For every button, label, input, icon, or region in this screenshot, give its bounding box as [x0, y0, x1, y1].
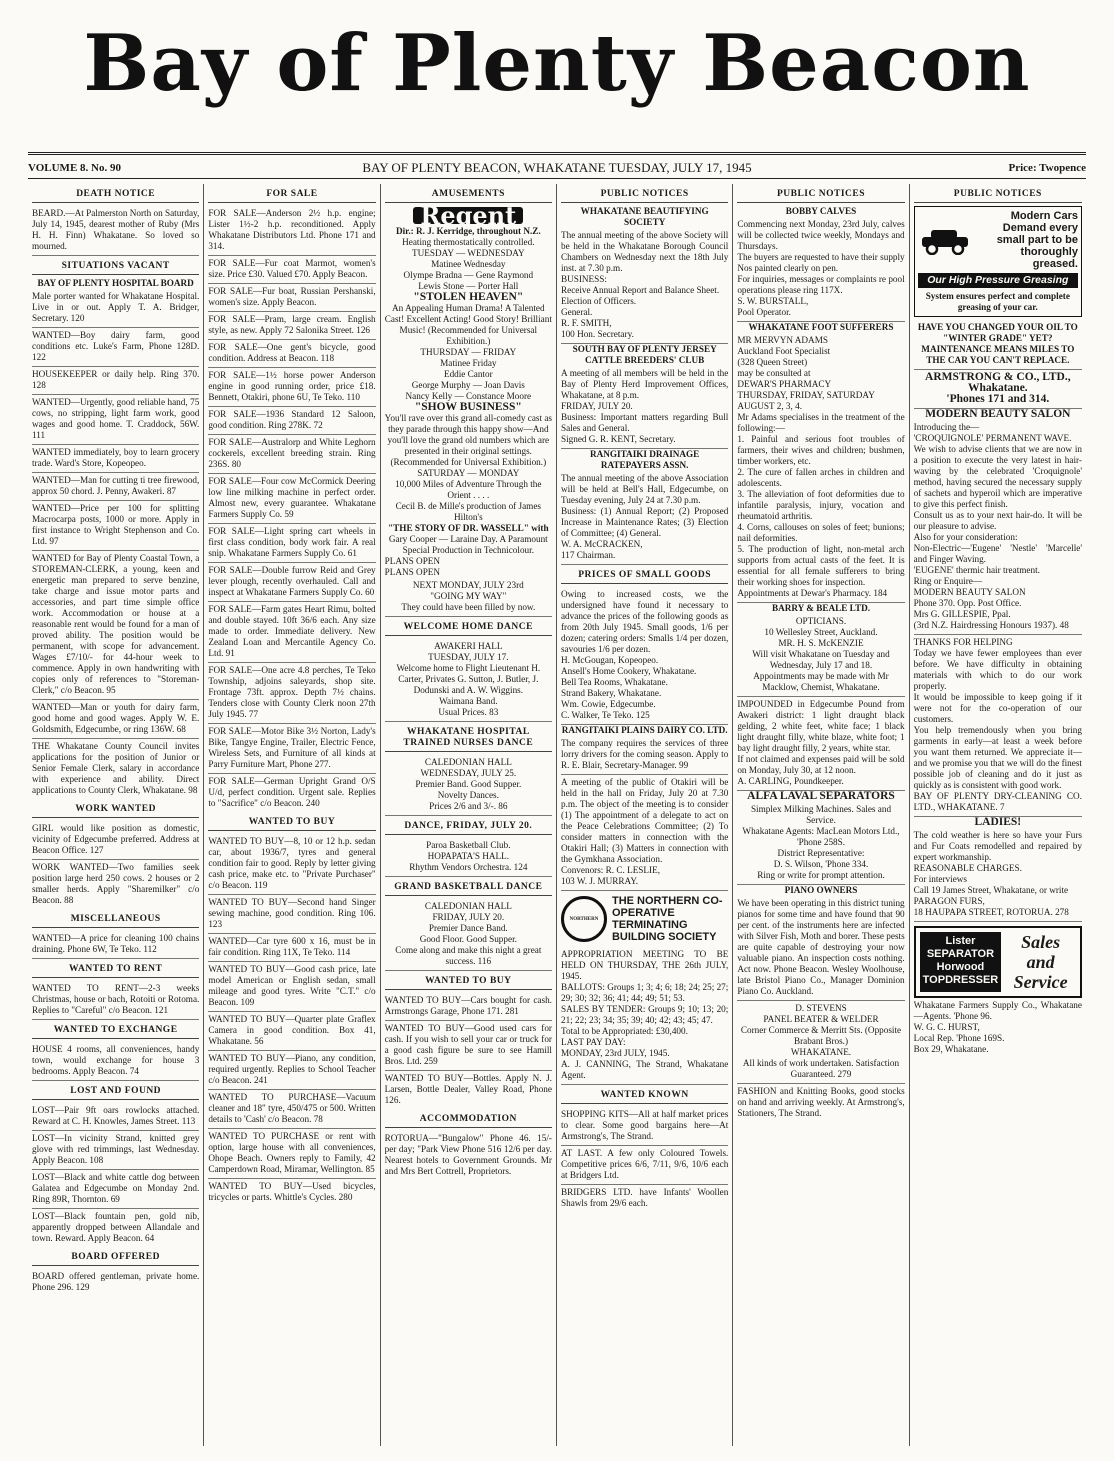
film-3-cast: Gary Cooper — Laraine Day. A Paramount Special Production in Technicolour.	[388, 534, 548, 555]
dance-ad: Paroa Basketball Club. HOPAPATA'S HALL. Rhythm Vendors Orchestra. 124	[385, 838, 552, 877]
classified-ad: FOR SALE—Double furrow Reid and Grey lever plough, recently overhauled. Call and inspect at Whakatane Farmers Supply Co. 60	[208, 563, 375, 602]
public-notices-heading: PUBLIC NOTICES	[914, 187, 1082, 203]
column-2	[204, 184, 380, 1446]
piano-owners-ad: We have been operating in this district tuning pianos for some time and have found that 90 per cent. of the instruments here are infected with Silver Fish, Moth and borer. These pests are quite capable of destroying your now valuable piano. An inspection costs nothing. Act now. Phone Beacon. Wesley Woolhouse, late Bristol Piano Co., Manager Dominion Piano Co. Auckland.	[737, 896, 904, 1001]
lost-list	[32, 1103, 199, 1247]
film-2-blurb: You'll rave over this grand all-comedy cast as they parade through this happy show—And you'll love the grand old numbers which are presented in their original settings. (Recommended for Universal Exhibition.)	[384, 413, 552, 467]
misc-ad: WANTED—A price for cleaning 100 chains draining. Phone 6W, Te Teko. 112	[32, 931, 199, 959]
dateline	[28, 160, 1086, 176]
classified-ad: WANTED TO PURCHASE—Vacuum cleaner and 18" tyre, 450/475 or 500. Written details to 'Cash' c/o Beacon. 78	[208, 1090, 375, 1129]
drainage-ad: The annual meeting of the above Association will be held at Bell's Hall, Edgecumbe, on Tuesday evening, July 24 at 7.30 p.m. Business: (1) Annual Report; (2) Proposed Increase in Maintenance Rates; (3) Election of Committee; (4) General. W. A. McCRACKEN, 117 Chairman.	[561, 471, 728, 565]
nurses-dance-ad: CALEDONIAN HALL WEDNESDAY, JULY 25. Premier Band. Good Supper. Novelty Dances. Prices 2/6 and 3/-. 86	[385, 755, 552, 816]
classified-ad: FOR SALE—Fur boat, Russian Pershanski, women's size. Apply Beacon.	[208, 284, 375, 312]
columns	[28, 184, 1086, 1446]
alfa-laval-ad: Simplex Milking Machines. Sales and Service. Whakatane Agents: MacLean Motors Ltd., 'Phone 258S. District Representative: D. S. Wilson, 'Phone 334. Ring or write for prompt attention.	[737, 802, 904, 885]
impounded-notice: IMPOUNDED in Edgecumbe Pound from Awakeri district: 1 light draught black gelding, 2 white feet, white face; 1 black light draught filly, white blaze, white foot; 1 bay light draught filly, 2 years, white star. If not claimed and expenses paid will be sold on Monday, July 30, at 12 noon. A. CARLING, Poundkeeper.	[737, 697, 904, 791]
classified-ad: FOR SALE—One acre 4.8 perches, Te Teko Township, adjoins saleyards, shop site. Frontage 73ft. approx. Depth 7½ chains. Tenders close with County Clerk noon 27th July 1945. 77	[208, 663, 375, 724]
lost-found-heading: LOST AND FOUND	[32, 1084, 199, 1100]
classified-ad: FOR SALE—One gent's bicycle, good condition. Address at Beacon. 118	[208, 340, 375, 368]
alfa-laval-heading: ALFA LAVAL SEPARATORS	[747, 790, 895, 802]
classified-ad: FOR SALE—Motor Bike 3½ Norton, Lady's Bike, Tangye Engine, Trailer, Electric Fence, Wireless Sets, and Furniture of all kinds at Parry Furniture Mart, Phone 277.	[208, 724, 375, 774]
column-1	[28, 184, 204, 1446]
exchange-ad: HOUSE 4 rooms, all conveniences, handy town, would exchange for house 3 bedrooms. Apply Beacon. 74	[32, 1042, 199, 1081]
classified-ad: WANTED immediately, boy to learn grocery trade. Ward's Store, Kopeopeo.	[32, 445, 199, 473]
film-dr-wassell: "THE STORY OF DR. WASSELL" with	[388, 523, 549, 533]
classified-ad: WORK WANTED—Two families seek position large herd 250 cows. 2 houses or 2 smaller herds. Apply "Sharemilker" c/o Beacon. 88	[32, 862, 200, 905]
beautifying-ad: The annual meeting of the above Society will be held in the Whakatane Borough Council Chambers on Wednesday next the 18th July inst. at 7.30 p.m. BUSINESS: Receive Annual Report and Balance Sheet. Election of Officers. General. R. F. SMITH, 100 Hon. Secretary.	[561, 228, 728, 344]
classified-ad: WANTED TO BUY—Piano, any condition, required urgently. Replies to School Teacher c/o Beacon. 241	[208, 1051, 375, 1090]
dance-heading: DANCE, FRIDAY, JULY 20.	[385, 819, 552, 835]
piano-owners-heading: PIANO OWNERS	[784, 885, 858, 895]
classified-ad: WANTED—Urgently, good reliable hand, 75 cows, no stripping, light farm work, good wages and good home. T. Craddock, 56W. 111	[32, 395, 199, 445]
wanted-to-buy-heading: WANTED TO BUY	[385, 974, 552, 990]
jersey-club-ad: A meeting of all members will be held in the Bay of Plenty Herd Improvement Offices, Whakatane, at 8 p.m. FRIDAY, JULY 20. Business: Important matters regarding Bull Sales and General. Signed G. R. KENT, Secretary.	[561, 366, 728, 449]
classified-ad: WANTED TO BUY—Good cash price, late model American or English sedan, small mileage and good tyres. Write "C.T." c/o Beacon. 109	[208, 962, 375, 1012]
death-notice-heading: DEATH NOTICE	[32, 187, 199, 203]
situations-vacant-heading: SITUATIONS VACANT	[32, 259, 199, 275]
classified-ad: WANTED TO PURCHASE or rent with option, large house with all conveniences, Ohope Beach. Owners reply to Family, 42 Camperdown Road, Miramar, Wellington. 85	[208, 1129, 375, 1179]
classified-ad: LOST—In vicinity Strand, knitted grey glove with red trimmings, last Wednesday. Apply Beacon. 108	[32, 1131, 199, 1170]
nurses-dance-heading: WHAKATANE HOSPITAL TRAINED NURSES DANCE	[385, 725, 552, 752]
work-wanted-list	[32, 821, 199, 909]
prices-heading: PRICES OF SMALL GOODS	[561, 568, 728, 584]
wanted-to-buy-list-3	[385, 993, 552, 1109]
basketball-dance-ad: CALEDONIAN HALL FRIDAY, JULY 20. Premier Dance Band. Good Floor. Good Supper. Come along and make this night a great success. 116	[385, 899, 552, 971]
drainage-heading: RANGITAIKI DRAINAGE RATEPAYERS ASSN.	[589, 449, 700, 470]
thanks-notice: THANKS FOR HELPING Today we have fewer employees than ever before. We have difficulty in obtaining materials with which to do our work properly. It would be impossible to keep going if it were not for the co-operation of our customers. You help tremendously when you bring garments in early—at least a week before you want them returned. We appreciate it—and we promise you that we will do the finest possible job of cleaning and do it just as quickly as is consistent with good work. BAY OF PLENTY DRY-CLEANING CO. LTD., WHAKATANE. 7	[914, 635, 1082, 817]
programme-1: TUESDAY — WEDNESDAY Matinee Wednesday Olympe Bradna — Gene Raymond Lewis Stone — Porter Hall	[403, 248, 534, 291]
accommodation-heading: ACCOMMODATION	[385, 1112, 552, 1128]
for-sale-list	[208, 206, 375, 812]
body-rule	[28, 178, 1086, 179]
classified-ad: WANTED TO BUY—Bottles. Apply N. J. Larsen, Bottle Dealer, Valley Road, Phone 126.	[384, 1073, 552, 1105]
barry-beale-ad: OPTICIANS. 10 Wellesley Street, Auckland. MR. H. S. McKENZIE Will visit Whakatane on Tuesday and Wednesday, July 17 and 18. Appointments may be made with Mr Macklow, Chemist, Whakatane.	[737, 614, 904, 697]
classified-ad: WANTED—Price per 100 for splitting Macrocarpa posts, 1000 or more. Apply in first instance to Wright Stephenson and Co. Ltd. 97	[32, 501, 199, 551]
classified-ad: FOR SALE—Australorp and White Leghorn cockerels, excellent breeding strain. Ring 236S. 80	[208, 435, 375, 474]
classified-ad: WANTED—Car tyre 600 x 16, must be in fair condition. Ring 11X, Te Teko. 114	[208, 934, 375, 962]
wanted-to-buy-list	[208, 834, 375, 1206]
masthead-rule	[28, 152, 1086, 155]
dairy-co-ad: The company requires the services of three lorry drivers for the coming season. Apply to R. E. Blair, Secretary-Manager. 99	[561, 736, 728, 775]
classified-ad: FOR SALE—German Upright Grand O/S U/d, perfect condition. Urgent sale. Replies to "Sacrifice" c/o Beacon. 240	[208, 776, 376, 808]
classified-ad: AT LAST. A few only Coloured Towels. Competitive prices 6/6, 7/11, 9/6, 10/6 each at Bridgers Ltd.	[561, 1146, 728, 1185]
wanted-to-buy-heading: WANTED TO BUY	[208, 815, 375, 831]
classified-ad: WANTED TO BUY—Cars bought for cash. Armstrongs Garage, Phone 171. 281	[385, 993, 552, 1021]
armstrong-ad: ARMSTRONG & CO., LTD., Whakatane. 'Phones 171 and 314.	[914, 370, 1082, 409]
greasing-ad	[914, 206, 1082, 317]
film-1-blurb: An Appealing Human Drama! A Talented Cast! Excellent Acting! Good Story! Brilliant Music! (Recommended for Universal Exhibition.)	[384, 303, 552, 346]
amusements-heading: AMUSEMENTS	[385, 187, 552, 203]
column-5	[733, 184, 909, 1446]
wanted-known-heading: WANTED KNOWN	[561, 1088, 728, 1104]
classified-ad: FOR SALE—1936 Standard 12 Saloon, good condition. Ring 278K. 72	[208, 407, 375, 435]
ladies-ad: The cold weather is here so have your Furs and Fur Coats remodelled and repaired by expert workmanship. REASONABLE CHARGES. For interviews Call 19 James Street, Whakatane, or write PARAGON FURS, 18 HAUPAPA STREET, ROTORUA. 278	[914, 828, 1082, 922]
classified-ad: WANTED TO BUY—Second hand Singer sewing machine, good condition. Ring 106. 123	[208, 895, 375, 934]
dairy-co-heading: RANGITAIKI PLAINS DAIRY CO. LTD.	[561, 725, 728, 735]
beauty-salon-heading: MODERN BEAUTY SALON	[925, 408, 1071, 420]
building-society-name: THE NORTHERN CO-OPERATIVE TERMINATING BUILDING SOCIETY	[611, 895, 723, 943]
column-3	[381, 184, 557, 1446]
foot-sufferers-ad: MR MERVYN ADAMS Auckland Foot Specialist (328 Queen Street) may be consulted at DEWAR'S PHARMACY THURSDAY, FRIDAY, SATURDAY AUGUST 2, 3, 4. Mr Adams specialises in the treatment of the following:— 1. Painful and serious foot troubles of farmers, their wives and children; bushmen, timber workers, etc. 2. The cure of fallen arches in children and adolescents. 3. The alleviation of foot deformities due to infantile paralysis, injury, vocation and rheumatoid arthritis. 4. Corns, callouses on soles of feet; bunions; nail deformities. 5. The production of light, non-metal arch supports from actual casts of the feet. It is essential for all female sufferers to bring their working shoes for inspection. Appointments at Dewar's Pharmacy. 184	[737, 333, 904, 603]
classified-ad: WANTED for Bay of Plenty Coastal Town, a STOREMAN-CLERK, a young, keen and energetic man prepared to serve benzine, take charge and issue motor parts and accessories, and part time simple office work. Accommodation or house at a reasonable rent would be found for a man of proved ability. The position would be permanent, with scope for advancement. Wages £7/10/- for 44-hour week to commence. Apply in own handwriting with copies only of references to "Storeman-Clerk," c/o Beacon. 95	[32, 551, 199, 700]
film-show-business: "SHOW BUSINESS"	[414, 401, 522, 413]
classified-ad: WANTED—Man for cutting ti tree firewood, approx 50 chord. J. Penny, Awakeri. 87	[32, 473, 199, 501]
prices-ad: Owing to increased costs, we the undersigned have found it necessary to advance the prices of the following goods as from 20th July 1945. Small goods, 1/6 per dozen; catering orders: Smalls 1/4 per dozen, savouries 1/6 per dozen. H. McGougan, Kopeopeo. Ansell's Home Cookery, Whakatane. Bell Tea Rooms, Whakatane. Strand Bakery, Whakatane. Wm. Cowie, Edgecumbe. C. Walker, Te Teko. 125	[561, 587, 728, 725]
regent-theatre-logo: Regent	[413, 207, 523, 224]
classified-ad: BRIDGERS LTD. have Infants' Woollen Shawls from 29/6 each.	[560, 1187, 729, 1208]
hospital-board-heading: BAY OF PLENTY HOSPITAL BOARD	[37, 278, 194, 288]
hospital-ad: Male porter wanted for Whakatane Hospital. Live in or out. Apply T. A. Bridger, Secretary. 120	[32, 289, 199, 328]
beauty-salon-ad: Introducing the— 'CROQUIGNOLE' PERMANENT WAVE. We wish to advise clients that we are now in a position to execute the very latest in hair-waving by the celebrated 'Croquignole' method, having secured the necessary supply of sachets and hyperoil which are imperative to give this perfect finish. Consult us as to your next hair-do. It will be our pleasure to advise. Also for your consideration: Non-Electric—'Eugene' 'Nestle' 'Marcelle' and Finger Waving. 'EUGENE' thermic hair treatment. Ring or Enquire— MODERN BEAUTY SALON Phone 370. Opp. Post Office. Mrs G. GILLESPIE, Ppal. (3rd N.Z. Hairdressing Honours 1937). 48	[914, 420, 1082, 635]
ladies-heading: LADIES!	[974, 816, 1022, 828]
welcome-home-heading: WELCOME HOME DANCE	[385, 620, 552, 636]
beautifying-heading: WHAKATANE BEAUTIFYING SOCIETY	[580, 206, 709, 227]
public-notices-heading: PUBLIC NOTICES	[561, 187, 728, 203]
appropriation-ad: APPROPRIATION MEETING TO BE HELD ON THURSDAY, THE 26th JULY, 1945. BALLOTS: Groups 1; 3; 4; 6; 18; 24; 25; 27; 29; 30; 32; 36; 41; 44; 49; 51; 53. SALES BY TENDER: Groups 9; 10; 13; 20; 21; 22; 23; 34; 35; 39; 40; 42; 43; 45; 47. Total to be Appropriated: £30,400. LAST PAY DAY: MONDAY, 23rd JULY, 1945. A. J. CANNING, The Strand, Whakatane Agent.	[561, 947, 728, 1085]
basketball-dance-heading: GRAND BASKETBALL DANCE	[385, 880, 552, 896]
classified-ad: LOST—Black and white cattle dog between Galatea and Edgecumbe on Monday 2nd. Ring 89R, Thornton. 69	[32, 1170, 199, 1209]
building-society-logo	[561, 891, 728, 947]
masthead-title: Bay of Plenty Beacon	[83, 18, 1031, 109]
board-ad: BOARD offered gentleman, private home. Phone 296. 129	[32, 1271, 200, 1292]
lister-ad-text: Whakatane Farmers Supply Co., Whakatane—Agents. 'Phone 96. W. G. C. HURST, Local Rep. 'Phone 169S. Box 29, Whakatane.	[913, 1000, 1082, 1054]
programme-2: THURSDAY — FRIDAY Matinee Friday Eddie Cantor George Murphy — Joan Davis Nancy Kelly — Constance Moore	[405, 347, 532, 401]
public-notices-heading: PUBLIC NOTICES	[737, 187, 904, 203]
stevens-ad: D. STEVENS PANEL BEATER & WELDER Corner Commerce & Merritt Sts. (Opposite Brabant Bros.) WHAKATANE. All kinds of work undertaken. Satisfaction Guaranteed. 279	[737, 1001, 904, 1084]
foot-sufferers-heading: WHAKATANE FOOT SUFFERERS	[748, 322, 894, 332]
next-monday: NEXT MONDAY, JULY 23rd "GOING MY WAY" They could have been filled by now.	[385, 578, 552, 617]
classified-ad: WANTED TO BUY—8, 10 or 12 h.p. sedan car, about 1936/7, tyres and general condition fair to good. Reply by letter giving cash price, make etc. to "Private Purchaser" c/o Beacon. 119	[208, 834, 375, 895]
column-4	[557, 184, 733, 1446]
sales-service-script: Sales and Service	[1013, 932, 1068, 992]
car-icon	[918, 225, 972, 255]
classified-ad: FOR SALE—Light spring cart wheels in first class condition, body work fair. A real snip. Whakatane Farmers Supply Co. 61	[208, 524, 375, 563]
bobby-calves-heading: BOBBY CALVES	[785, 206, 857, 216]
classified-ad: WANTED TO BUY—Used bicycles, tricycles or parts. Whittle's Cycles. 280	[208, 1181, 376, 1202]
wanted-to-exchange-heading: WANTED TO EXCHANGE	[32, 1023, 199, 1039]
dateline-text: BAY OF PLENTY BEACON, WHAKATANE TUESDAY, JULY 17, 1945	[362, 160, 752, 175]
greasing-band: Our High Pressure Greasing	[918, 273, 1078, 288]
bobby-calves-ad: Commencing next Monday, 23rd July, calves will be collected twice weekly, Mondays and Thursdays. The buyers are requested to have their supply Nos painted clearly on pen. For inquiries, messages or complaints re pool operations please ring 117X. S. W. BURSTALL, Pool Operator.	[737, 217, 904, 322]
otakiri-meeting: A meeting of the public of Otakiri will be held in the hall on Friday, July 20 at 7.30 p.m. The object of the meeting is to consider (1) The appointment of a delegate to act on the Peace Celebrations Committee; (2) To consider matters in connection with the Otakiri Hall; (3) Matters in connection with the Gymkhana Association. Convenors: R. C. LESLIE, 103 W. J. MURRAY.	[561, 775, 728, 891]
death-notice: BEARD.—At Palmerston North on Saturday, July 14, 1945, dearest mother of Ruby (Mrs H. H. Finn) Whakatane. So loved so mourned.	[32, 206, 199, 256]
northern-emblem: NORTHERN	[561, 896, 607, 942]
classified-ad: FOR SALE—Pram, large cream. English style, as new. Apply 72 Salonika Street. 126	[208, 312, 375, 340]
miscellaneous-heading: MISCELLANEOUS	[32, 912, 199, 928]
for-sale-heading: FOR SALE	[208, 187, 375, 203]
classified-ad: GIRL would like position as domestic, vicinity of Edgecumbe preferred. Address at Beacon Office. 127	[32, 821, 199, 860]
classified-ad: SHOPPING KITS—All at half market prices to clear. Some good bargains here—At Armstrong's, The Strand.	[561, 1107, 728, 1146]
greasing-footer: System ensures perfect and complete greasing of your car.	[925, 291, 1070, 312]
classified-ad: FOR SALE—Four cow McCormick Deering low line milking machine in perfect order. Almost new, every guarantee. Whakatane Farmers Supply Co. 59	[208, 474, 375, 524]
classified-ad: LOST—Pair 9ft oars rowlocks attached. Reward at C. H. Knowles, James Street. 113	[32, 1103, 199, 1131]
classified-ad: WANTED—Man or youth for dairy farm, good home and good wages. Apply W. E. Goldsmith, Edgecumbe, or ring 136W. 68	[32, 700, 199, 739]
plans-open: PLANS OPEN PLANS OPEN	[384, 556, 441, 577]
welcome-home-ad: AWAKERI HALL TUESDAY, JULY 17. Welcome home to Flight Lieutenant H. Carter, Privates G. Sutton, J. Butler, J. Dodunski and A. W. Wiggins. Waimana Band. Usual Prices. 83	[385, 639, 552, 722]
classified-ad: FOR SALE—Anderson 2½ h.p. engine; Lister 1½-2 h.p. reconditioned. Apply Whakatane Distributors Ltd. Phone 171 and 314.	[208, 206, 375, 256]
jersey-club-heading: SOUTH BAY OF PLENTY JERSEY CATTLE BREEDERS' CLUB	[572, 344, 717, 365]
film-stolen-heaven: "STOLEN HEAVEN"	[413, 291, 524, 303]
greasing-headline: Modern Cars Demand every small part to be thoroughly greased.	[996, 210, 1078, 270]
regent-director: Dir.: R. J. Kerridge, throughout N.Z.	[395, 226, 541, 236]
classified-ad: FOR SALE—1½ horse power Anderson engine in good running order, price £18. Bennett, Otakiri, phone 6U, Te Teko. 110	[208, 368, 375, 407]
classified-ad: THE Whakatane County Council invites applications for the position of Junior or Senior Female Clerk, salary in accordance with experience and ability. Direct applications to County Clerk, Whakatane. 98	[32, 741, 200, 795]
oil-notice: HAVE YOU CHANGED YOUR OIL TO "WINTER GRADE" YET? MAINTENANCE MEANS MILES TO THE CAR YOU CAN'T REPLACE.	[914, 320, 1082, 370]
classified-ad: LOST—Black fountain pen, gold nib, apparently dropped between Allandale and town. Reward. Apply Beacon. 64	[32, 1211, 200, 1243]
classified-ad: WANTED—Boy dairy farm, good conditions etc. Luke's Farm, Phone 128D. 122	[32, 328, 199, 367]
heating-note: Heating thermostatically controlled.	[402, 237, 535, 247]
accommodation-ad: ROTORUA—"Bungalow" Phone 46. 15/- per day; "Park View Phone 516 12/6 per day. Nearest hotels to Government Grounds. Mr and Mrs Bert Cottrell, Proprietors.	[384, 1133, 552, 1176]
price: Price: Twopence	[1008, 162, 1086, 174]
rent-ad: WANTED TO RENT—2-3 weeks Christmas, house or bach, Rotoiti or Rotoma. Replies to "Careful" c/o Beacon. 121	[32, 981, 199, 1020]
classified-ad: FOR SALE—Farm gates Heart Rimu, bolted and double stayed. 10ft 36/6 each. Any size made to order. Immediate delivery. New Zealand Loan and Mercantile Agency Co. Ltd. 91	[208, 602, 375, 663]
volume-number: VOLUME 8. No. 90	[28, 162, 121, 174]
lister-ad-art	[914, 926, 1082, 998]
column-6	[910, 184, 1086, 1446]
wanted-to-rent-heading: WANTED TO RENT	[32, 962, 199, 978]
fashion-ad: FASHION and Knitting Books, good stocks on hand and arriving weekly. At Armstrong's, Stationers, The Strand.	[737, 1086, 905, 1118]
programme-3: SATURDAY — MONDAY 10,000 Miles of Adventure Through the Orient . . . . Cecil B. de Mille's production of James Hilton's	[395, 468, 542, 522]
vacancy-list	[32, 328, 199, 799]
lister-logo: Lister SEPARATOR Horwood TOPDRESSER	[920, 932, 1002, 992]
classified-ad: FOR SALE—Fur coat Marmot, women's size. Price £30. Valued £70. Apply Beacon.	[208, 256, 375, 284]
classified-ad: HOUSEKEEPER or daily help. Ring 370. 128	[32, 367, 199, 395]
classified-ad: WANTED TO BUY—Good used cars for cash. If you wish to sell your car or truck for a good cash figure be sure to see Hamill Bros. Ltd. 259	[385, 1021, 552, 1071]
barry-beale-heading: BARRY & BEALE LTD.	[771, 603, 871, 613]
classified-ad: WANTED TO BUY—Quarter plate Graflex Camera in good condition. Box 41, Whakatane. 56	[208, 1012, 375, 1051]
board-offered-heading: BOARD OFFERED	[32, 1250, 199, 1266]
wanted-known-list	[561, 1107, 728, 1212]
work-wanted-heading: WORK WANTED	[32, 802, 199, 818]
masthead	[0, 0, 1114, 175]
